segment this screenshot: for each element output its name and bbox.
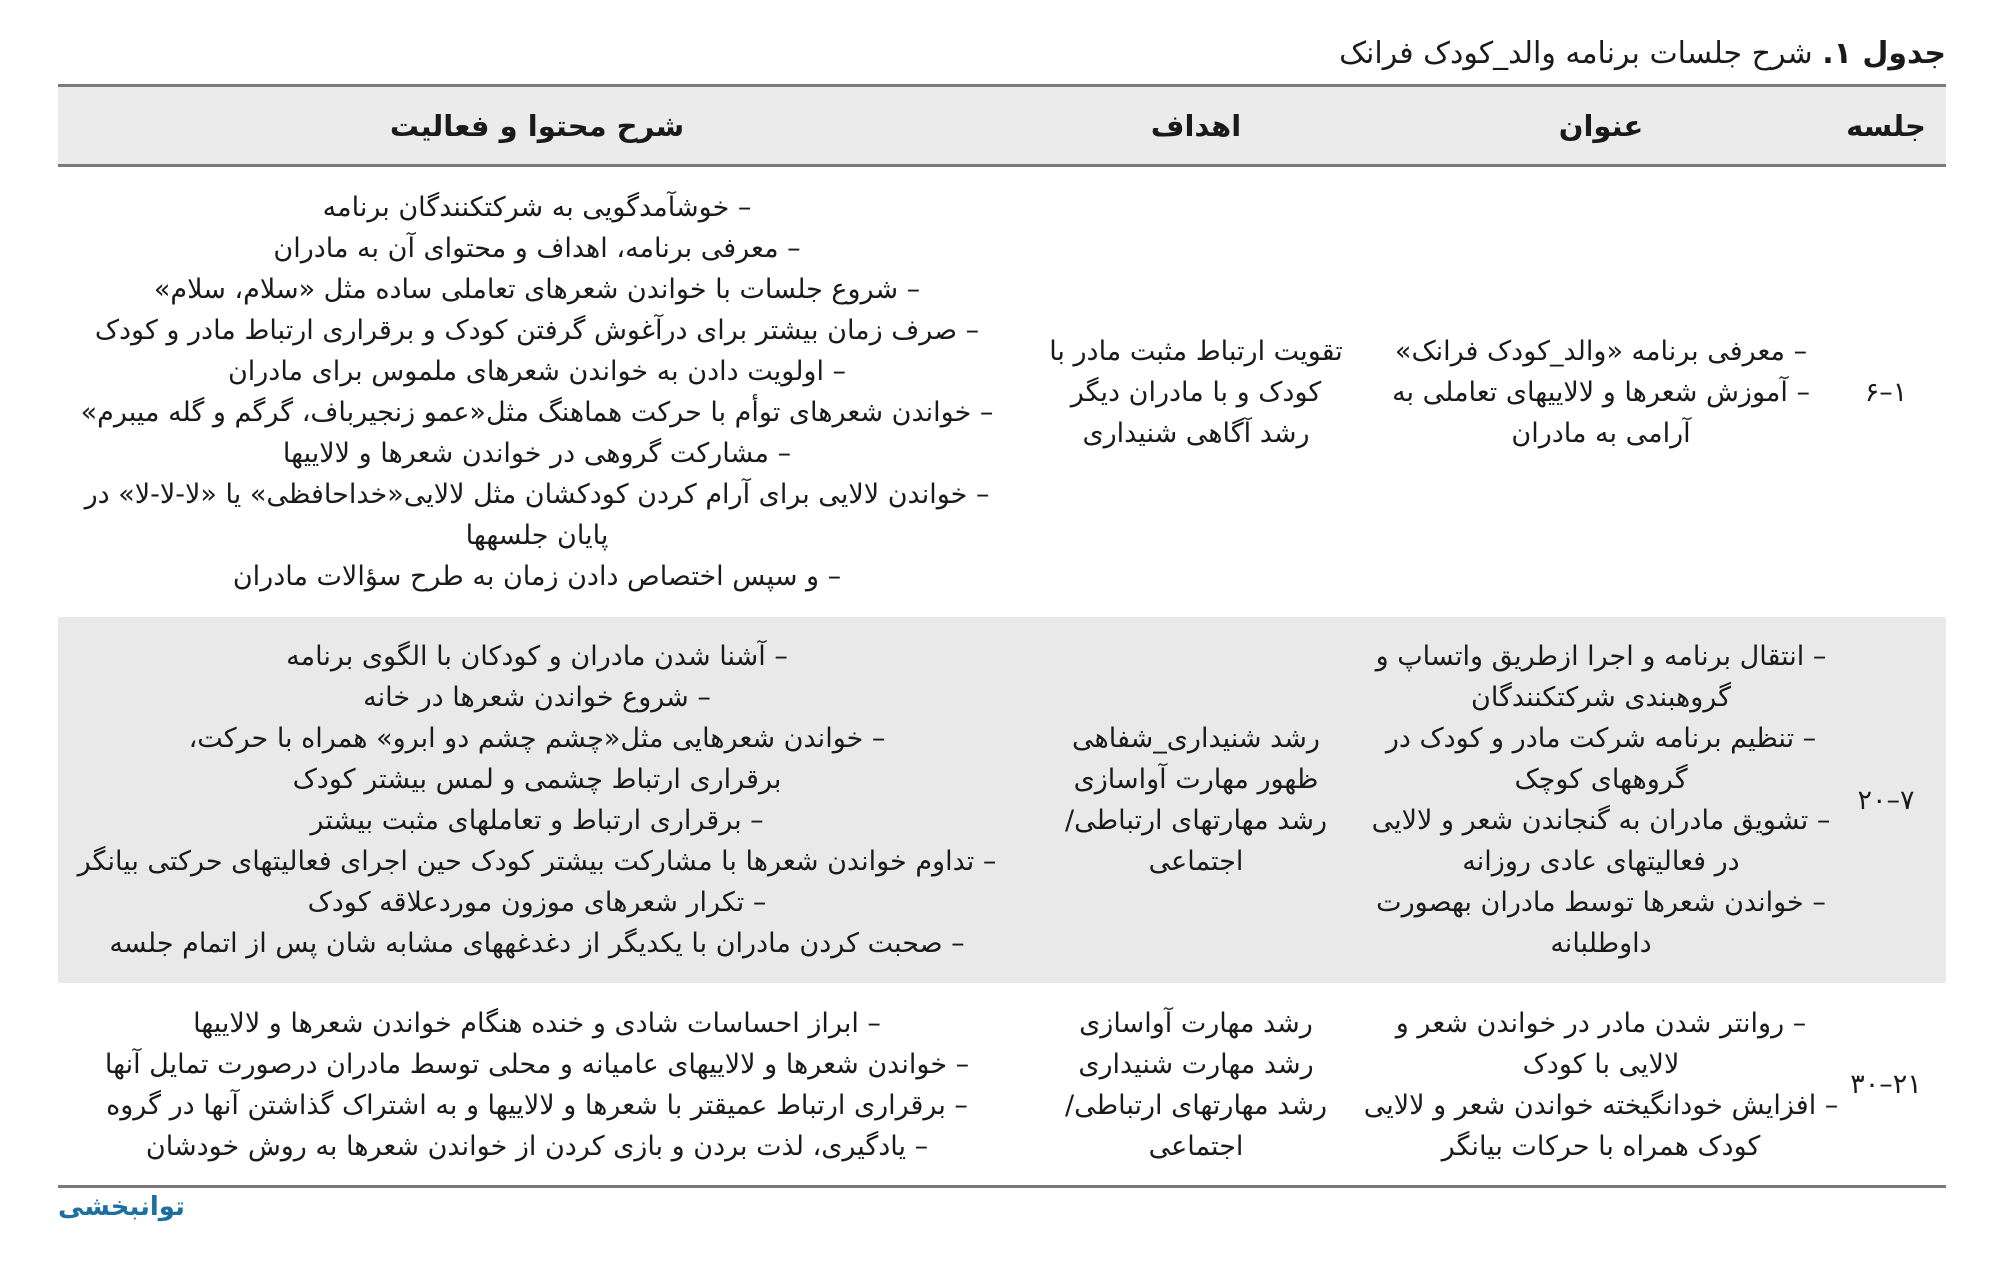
cell-line: – خواندن شعرها توسط مادران بهصورت bbox=[1376, 887, 1826, 918]
goals-cell bbox=[1016, 983, 1376, 1186]
cell-line: – برقراری ارتباط عمیقتر با شعرها و لالاییها و به اشتراک گذاشتن آنها در گروه bbox=[106, 1089, 968, 1121]
cell-line: – آموزش شعرها و لالاییهای تعاملی به bbox=[1392, 376, 1810, 408]
cell-line: – شروع جلسات با خواندن شعرهای تعاملی ساده مثل «سلام، سلام» bbox=[153, 274, 921, 305]
cell-line: کودک و با مادران دیگر bbox=[1070, 376, 1322, 408]
cell-line: – افزایش خودانگیخته خواندن شعر و لالایی bbox=[1363, 1089, 1839, 1121]
cell-line: تقویت ارتباط مثبت مادر با bbox=[1049, 335, 1343, 367]
cell-line: – ابراز احساسات شادی و خنده هنگام خواندن شعرها و لالاییها bbox=[193, 1007, 881, 1039]
cell-line: – تکرار شعرهای موزون موردعلاقه کودک bbox=[307, 887, 767, 918]
table-row bbox=[58, 983, 1946, 1186]
session-cell bbox=[1826, 983, 1946, 1186]
cell-line: – و سپس اختصاص دادن زمان به طرح سؤالات مادران bbox=[232, 561, 842, 592]
cell-line: – خوشآمدگویی به شرکتکنندگان برنامه bbox=[322, 192, 752, 223]
header-title: عنوان bbox=[1558, 108, 1644, 143]
table-row bbox=[58, 167, 1946, 617]
cell-line: – خواندن شعرهای توأم با حرکت هماهنگ مثل«عمو زنجیرباف، گرگم و گله میبرم» bbox=[80, 397, 994, 428]
cell-line: رشد آگاهی شنیداری bbox=[1082, 417, 1310, 449]
cell-line: – تنظیم برنامه شرکت مادر و کودک در bbox=[1385, 723, 1817, 754]
table-caption bbox=[1339, 36, 1946, 71]
cell-line: کودک همراه با حرکات بیانگر bbox=[1441, 1130, 1761, 1162]
cell-line: – یادگیری، لذت بردن و بازی کردن از خواندن شعرها به روش خودشان bbox=[145, 1130, 929, 1162]
session-number: ۱–۶ bbox=[1864, 376, 1908, 408]
cell-line: – برقراری ارتباط و تعاملهای مثبت بیشتر bbox=[310, 805, 764, 836]
description-cell bbox=[58, 983, 1016, 1186]
table-row bbox=[58, 617, 1946, 983]
title-cell bbox=[1363, 983, 1839, 1186]
title-cell bbox=[1376, 167, 1826, 617]
header-session: جلسه bbox=[1846, 108, 1926, 143]
session-cell bbox=[1826, 617, 1946, 983]
cell-line: – تداوم خواندن شعرها با مشارکت بیشتر کودک حین اجرای فعالیتهای حرکتی بیانگر bbox=[77, 846, 997, 877]
cell-line: رشد مهارت آواسازی bbox=[1079, 1007, 1313, 1039]
cell-line: داوطلبانه bbox=[1550, 928, 1652, 959]
description-cell bbox=[58, 167, 1016, 617]
cell-line: گروهبندی شرکتکنندگان bbox=[1470, 682, 1732, 713]
caption-label: جدول ۱. bbox=[1822, 36, 1946, 71]
cell-line: اجتماعی bbox=[1148, 1130, 1244, 1162]
cell-line: برقراری ارتباط چشمی و لمس بیشتر کودک bbox=[292, 764, 782, 795]
table-header bbox=[58, 84, 1946, 167]
table-bottom-rule bbox=[58, 1185, 1946, 1188]
goals-cell bbox=[1016, 617, 1376, 983]
cell-line: آرامی به مادران bbox=[1511, 417, 1691, 449]
publisher-logo: توانبخشی bbox=[58, 1192, 185, 1222]
cell-line: رشد شنیداری_شفاهی bbox=[1072, 723, 1320, 754]
cell-line: – معرفی برنامه، اهداف و محتوای آن به مادران bbox=[273, 233, 801, 264]
description-cell bbox=[58, 617, 1016, 983]
cell-line: – معرفی برنامه «والد_کودک فرانک» bbox=[1394, 335, 1808, 367]
cell-line: – صرف زمان بیشتر برای درآغوش گرفتن کودک و برقراری ارتباط مادر و کودک bbox=[94, 315, 980, 346]
cell-line: – انتقال برنامه و اجرا ازطریق واتساپ و bbox=[1375, 641, 1827, 672]
cell-line: رشد مهارتهای ارتباطی/ bbox=[1065, 805, 1328, 836]
cell-line: در فعالیتهای عادی روزانه bbox=[1462, 846, 1740, 877]
cell-line: رشد مهارتهای ارتباطی/ bbox=[1065, 1089, 1328, 1121]
cell-line: – آشنا شدن مادران و کودکان با الگوی برنامه bbox=[286, 641, 788, 672]
caption-text: شرح جلسات برنامه والد_کودک فرانک bbox=[1339, 36, 1813, 71]
cell-line: رشد مهارت شنیداری bbox=[1078, 1048, 1314, 1080]
cell-line: ظهور مهارت آواسازی bbox=[1073, 764, 1319, 795]
session-number: ۲۱–۳۰ bbox=[1850, 1069, 1922, 1100]
goals-cell bbox=[1016, 167, 1376, 617]
cell-line: پایان جلسهها bbox=[465, 520, 609, 551]
header-description: شرح محتوا و فعالیت bbox=[389, 108, 685, 143]
cell-line: اجتماعی bbox=[1148, 846, 1244, 877]
cell-line: – اولویت دادن به خواندن شعرهای ملموس برای مادران bbox=[227, 356, 847, 387]
title-cell bbox=[1371, 617, 1831, 983]
cell-line: – روانتر شدن مادر در خواندن شعر و bbox=[1395, 1007, 1807, 1039]
cell-line: لالایی با کودک bbox=[1522, 1048, 1680, 1080]
session-number: ۷–۲۰ bbox=[1857, 784, 1915, 816]
cell-line: – مشارکت گروهی در خواندن شعرها و لالاییها bbox=[282, 438, 792, 469]
cell-line: – تشویق مادران به گنجاندن شعر و لالایی bbox=[1371, 805, 1831, 836]
cell-line: – صحبت کردن مادران با یکدیگر از دغدغههای مشابه شان پس از اتمام جلسه bbox=[109, 928, 965, 959]
header-goals: اهداف bbox=[1150, 108, 1242, 143]
cell-line: – خواندن شعرها و لالاییهای عامیانه و محلی توسط مادران درصورت تمایل آنها bbox=[104, 1048, 970, 1080]
cell-line: گروههای کوچک bbox=[1514, 764, 1688, 795]
cell-line: – خواندن شعرهایی مثل«چشم چشم دو ابرو» همراه با حرکت، bbox=[188, 723, 886, 754]
cell-line: – شروع خواندن شعرها در خانه bbox=[363, 682, 711, 713]
cell-line: – خواندن لالایی برای آرام کردن کودکشان مثل لالایی«خداحافظی» یا «لا-لا-لا» در bbox=[84, 479, 990, 510]
session-cell bbox=[1826, 167, 1946, 617]
